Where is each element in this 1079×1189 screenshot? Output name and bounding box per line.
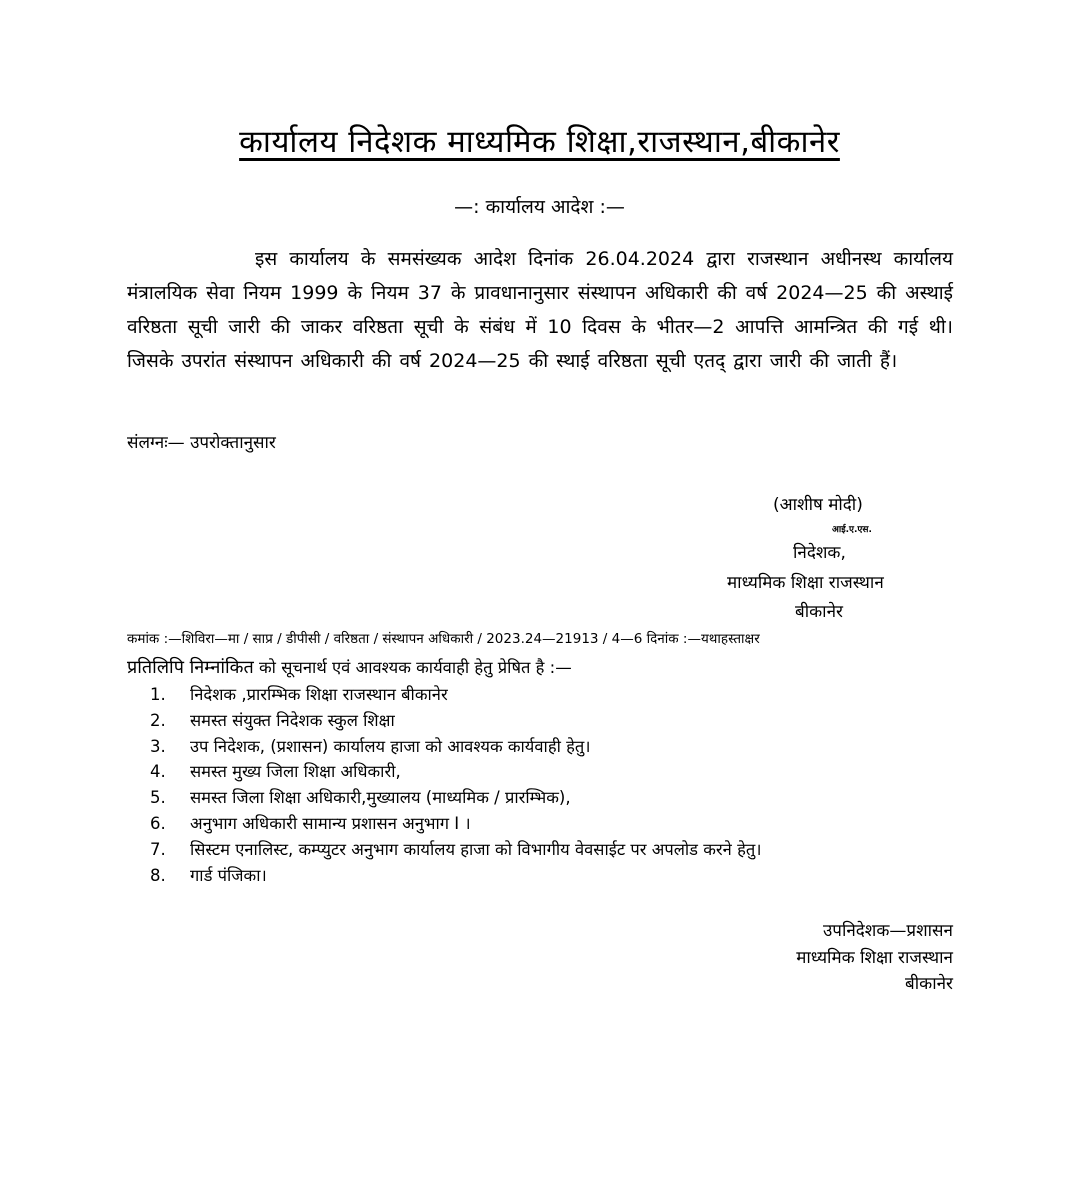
list-item-number: 4. — [150, 762, 166, 782]
copy-to-intro-text: को सूचनार्थ एवं आवश्यक कार्यवाही हेतु प्रेषित है :— — [253, 658, 572, 677]
deputy-director-department: माध्यमिक शिक्षा राजस्थान — [796, 948, 953, 968]
list-item-number: 3. — [150, 736, 166, 756]
signatory-service: आई.ए.एस. — [832, 525, 872, 535]
copy-list-item — [127, 811, 957, 837]
signatory-name: (आशीष मोदी) — [773, 495, 863, 515]
reference-number-line: कमांक :—शिविरा—मा / साप्र / डीपीसी / वरिष्ठता / संस्थापन अधिकारी / 2023.24—21913 / 4—6 दिनांक :—यथाहस्ताक्षर — [127, 631, 760, 647]
signatory-department: माध्यमिक शिक्षा राजस्थान — [727, 573, 884, 593]
copy-list-item — [127, 863, 957, 889]
list-item-number: 7. — [150, 839, 166, 859]
enclosure-note: संलग्नः— उपरोक्तानुसार — [127, 433, 276, 453]
list-item-text: सिस्टम एनालिस्ट, कम्प्युटर अनुभाग कार्यालय हाजा को विभागीय वेवसाईट पर अपलोड करने हेतु। — [190, 839, 762, 859]
order-body-paragraph: इस कार्यालय के समसंख्यक आदेश दिनांक 26.04.2024 द्वारा राजस्थान अधीनस्थ कार्यालय मंत्रालयिक सेवा नियम 1999 के नियम 37 के प्रावधानानुसार संस्थापन अधिकारी की वर्ष 2024—25 की अस्थाई वरिष्ठता सूची जारी की जाकर वरिष्ठता सूची के संबंध में 10 दिवस के भीतर—2 आपत्ति आमन्त्रित की गई थी। जिसके उपरांत संस्थापन अधिकारी की वर्ष 2024—25 की स्थाई वरिष्ठता सूची एतद् द्वारा जारी की जाती हैं। — [127, 248, 953, 372]
list-item-number: 8. — [150, 865, 166, 885]
document-title — [0, 120, 1079, 162]
list-item-number: 1. — [150, 685, 166, 704]
list-item-text: समस्त संयुक्त निदेशक स्कुल शिक्षा — [190, 710, 395, 730]
list-item-text: समस्त जिला शिक्षा अधिकारी,मुख्यालय (माध्यमिक / प्रारम्भिक), — [190, 788, 571, 808]
copy-list-item — [127, 785, 957, 811]
copy-list-item — [127, 682, 957, 708]
copy-list-item — [127, 837, 957, 863]
list-item-number: 6. — [150, 813, 166, 833]
list-item-number: 2. — [150, 710, 166, 730]
list-item-text: अनुभाग अधिकारी सामान्य प्रशासन अनुभाग I । — [190, 813, 471, 833]
signatory-designation: निदेशक, — [793, 543, 846, 563]
signatory-city: बीकानेर — [795, 602, 843, 622]
copy-to-intro — [127, 655, 572, 679]
deputy-director-city: बीकानेर — [905, 974, 953, 994]
copy-to-list — [127, 682, 957, 888]
list-item-text: समस्त मुख्य जिला शिक्षा अधिकारी, — [190, 762, 401, 782]
list-item-text: निदेशक ,प्रारम्भिक शिक्षा राजस्थान बीकानेर — [190, 685, 448, 704]
copy-list-item — [127, 708, 957, 734]
document-title-text: कार्यालय निदेशक माध्यमिक शिक्षा,राजस्थान,बीकानेर — [239, 124, 840, 160]
deputy-director-designation: उपनिदेशक—प्रशासन — [822, 921, 953, 941]
list-item-text: उप निदेशक, (प्रशासन) कार्यालय हाजा को आवश्यक कार्यवाही हेतु। — [190, 736, 591, 756]
copy-list-item — [127, 734, 957, 760]
copy-to-lead: प्रतिलिपि निम्नांकित — [127, 657, 254, 678]
list-item-text: गार्ड पंजिका। — [190, 865, 267, 885]
list-item-number: 5. — [150, 788, 166, 808]
copy-list-item — [127, 759, 957, 785]
order-heading: —: कार्यालय आदेश :— — [454, 196, 625, 218]
